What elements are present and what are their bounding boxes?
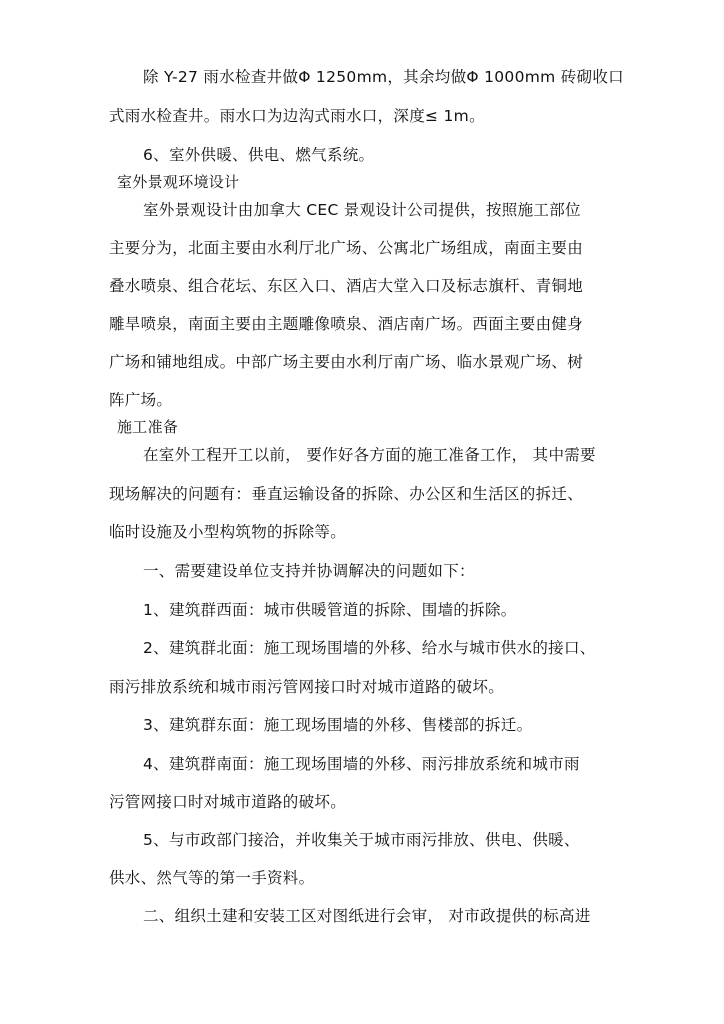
text-line: 6、室外供暖、供电、燃气系统。 [143,146,375,164]
text-line: 1、建筑群西面：城市供暖管道的拆除、围墙的拆除。 [143,601,517,619]
text-line: 4、建筑群南面：施工现场围墙的外移、雨污排放系统和城市雨 [143,755,580,773]
text-line: 临时设施及小型构筑物的拆除等。 [109,523,347,541]
text-line: 供水、然气等的第一手资料。 [109,869,315,887]
section-heading: 室外景观环境设计 [117,173,240,191]
text-line: 除 Y-27 雨水检查井做Φ 1250mm，其余均做Φ 1000mm 砖砌收口 [143,68,624,86]
text-line: 式雨水检查井。雨水口为边沟式雨水口，深度≤ 1m。 [109,107,485,125]
text-line: 叠水喷泉、组合花坛、东区入口、酒店大堂入口及标志旗杆、青铜地 [109,277,584,295]
text-line: 5、与市政部门接洽，并收集关于城市雨污排放、供电、供暖、 [143,831,580,849]
text-line: 在室外工程开工以前， 要作好各方面的施工准备工作， 其中需要 [143,446,596,464]
text-line: 一、需要建设单位支持并协调解决的问题如下： [143,562,475,580]
text-line: 主要分为，北面主要由水利厅北广场、公寓北广场组成，南面主要由 [109,239,584,257]
text-line: 二、组织土建和安装工区对图纸进行会审， 对市政提供的标高进 [143,907,591,925]
text-line: 雨污排放系统和城市雨污管网接口时对城市道路的破坏。 [109,678,505,696]
text-line: 广场和铺地组成。中部广场主要由水利厅南广场、临水景观广场、树 [109,353,584,371]
text-line: 2、建筑群北面：施工现场围墙的外移、给水与城市供水的接口、 [143,639,596,657]
text-line: 3、建筑群东面：施工现场围墙的外移、售楼部的拆迁。 [143,716,533,734]
text-line: 雕旱喷泉，南面主要由主题雕像喷泉、酒店南广场。西面主要由健身 [109,315,584,333]
text-line: 室外景观设计由加拿大 CEC 景观设计公司提供，按照施工部位 [143,201,581,219]
text-line: 污管网接口时对城市道路的破坏。 [109,793,347,811]
section-heading: 施工准备 [117,418,179,436]
text-line: 现场解决的问题有：垂直运输设备的拆除、办公区和生活区的拆迁、 [109,485,584,503]
text-line: 阵广场。 [109,391,173,409]
